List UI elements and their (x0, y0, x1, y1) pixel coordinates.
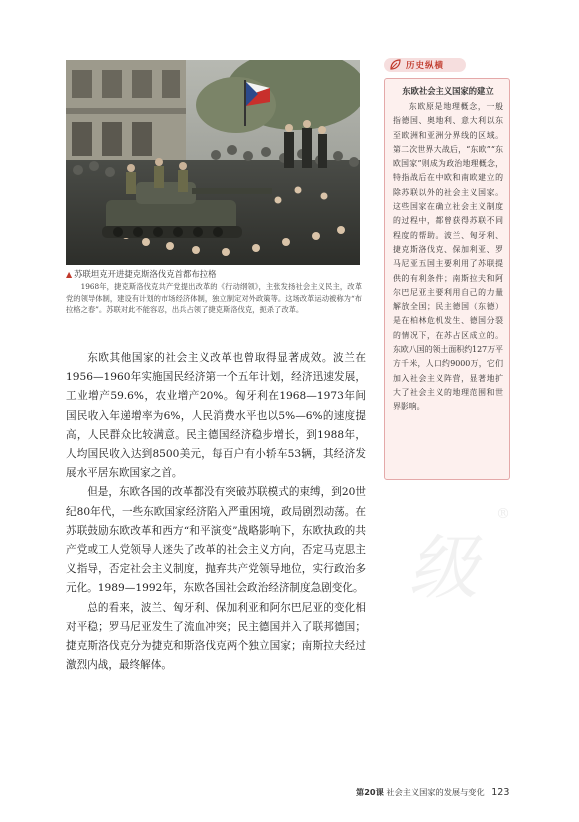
photo-illustration (66, 60, 360, 265)
photo-caption-title (66, 269, 366, 280)
caption-title-text: 苏联坦克开进捷克斯洛伐克首都布拉格 (74, 269, 217, 279)
historical-photo (66, 60, 360, 265)
registered-mark-icon: ® (496, 506, 510, 522)
photo-caption-body: 1968年，捷克斯洛伐克共产党提出改革的《行动纲领》，主张发扬社会主义民主，改革党的领导体制，建设有计划的市场经济体制，独立制定对外政策等。这场改革运动被称为“布拉格之春”。苏联对此不能容忍，出兵占领了捷克斯洛伐克，扼杀了改革。 (66, 282, 362, 314)
watermark-logo: 级 (408, 527, 478, 609)
sidebar-content-box (384, 78, 510, 480)
paragraph: 东欧其他国家的社会主义改革也曾取得显著成效。波兰在1956—1960年实施国民经济第一个五年计划，经济迅速发展，工业增产59.6%，农业增产20%。匈牙利在1968—1973年间国民收入年递增率为6%，人民消费水平也以5%—6%的速度提高，人民群众比较满意。民主德国经济稳步增长，到1988年，人均国民收入达到8500美元，每百户有小轿车53辆，其经济发展水平居东欧国家之首。 (66, 352, 366, 480)
sidebar-history-box (384, 54, 510, 480)
sidebar-label: 历史纵横 (406, 61, 445, 71)
paragraph: 但是，东欧各国的改革都没有突破苏联模式的束缚，到20世纪80年代，一些东欧国家经济陷入严重困境，政局剧烈动荡。在苏联鼓励东欧改革和西方“和平演变”战略影响下，东欧执政的共产党或工人党领导人迷失了改革的社会主义方向，否定马克思主义指导，否定社会主义制度，抛弃共产党领导地位，实行政治多元化。1989—1992年，东欧各国社会政治经济制度急剧变化。 (66, 486, 366, 595)
page-number: 123 (491, 787, 510, 798)
footer-title: 社会主义国家的发展与变化 (386, 787, 485, 797)
caption-marker-icon: ▲ (66, 270, 73, 279)
main-body-text (66, 349, 366, 675)
page-footer (356, 787, 509, 798)
footer-lesson: 第20课 (356, 787, 384, 797)
sidebar-title: 东欧社会主义国家的建立 (402, 86, 494, 96)
sidebar-header (384, 54, 510, 76)
paragraph: 总的看来，波兰、匈牙利、保加利亚和阿尔巴尼亚的变化相对平稳；罗马尼亚发生了流血冲突；民主德国并入了联邦德国；捷克斯洛伐克分为捷克和斯洛伐克两个独立国家；南斯拉夫经过激烈内战，最终解体。 (66, 601, 366, 672)
sidebar-text: 东欧原是地理概念，一般指德国、奥地利、意大利以东至欧洲和亚洲分界线的区域。第二次世界大战后，“东欧”“东欧国家”则成为政治地理概念，特指战后在中欧和南欧建立的除苏联以外的社会主义国家。这些国家在确立社会主义制度的过程中，都曾获得苏联不同程度的帮助。波兰、匈牙利、捷克斯洛伐克、保加利亚、罗马尼亚五国主要利用了苏联提供的有利条件；南斯拉夫和阿尔巴尼亚主要利用自己的力量解放全国；民主德国（东德）是在柏林危机发生、德国分裂的情况下，在苏占区成立的。东欧八国的领土面积约127万平方千米，人口约9000万，它们加入社会主义阵营，显著地扩大了社会主义的地理范围和世界影响。 (393, 102, 503, 412)
leaf-icon (389, 59, 401, 71)
